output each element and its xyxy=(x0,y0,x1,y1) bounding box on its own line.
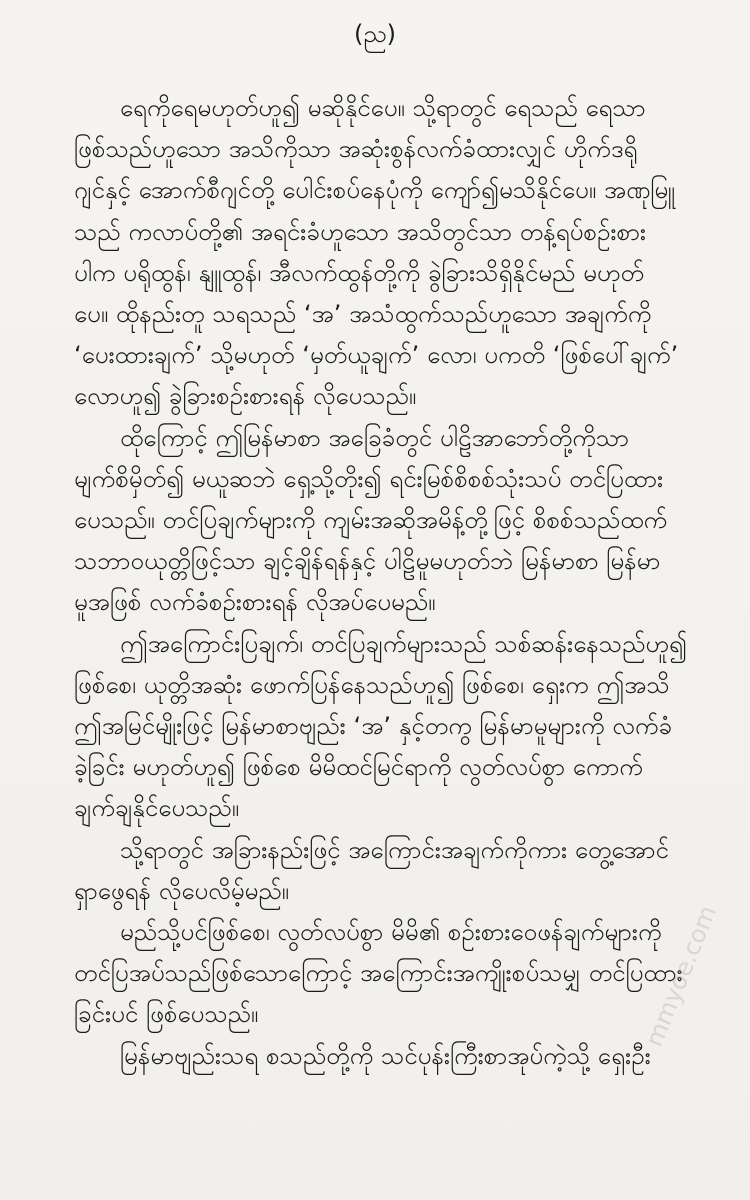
paragraph xyxy=(74,912,714,1036)
text-line: သဘာဝယုတ္တိဖြင့်သာ ချင့်ချိန်ရန်နှင့် ပါဠိမူမဟုတ်ဘဲ မြန်မာစာ မြန်မာ xyxy=(74,547,661,576)
watermark: mmyoe.com xyxy=(640,901,722,1051)
text-line: မျက်စိမှိတ်၍ မယူဆဘဲ ရှေ့သို့တိုး၍ ရင်းမြစ်စိစစ်သုံးသပ် တင်ပြထား xyxy=(74,464,664,493)
text-line: ဖြစ်စေ၊ ယုတ္တိအဆုံး ဖောက်ပြန်နေသည်ဟူ၍ ဖြစ်စေ၊ ရှေးက ဤအသိ xyxy=(74,670,670,699)
text-line: ပေ။ ထိုနည်းတူ သရသည် ‘အ’ အသံထွက်သည်ဟူသော အချက်ကို xyxy=(74,300,652,329)
text-line: ပါက ပရိုထွန်၊ နျူထွန်၊ အီလက်ထွန်တို့ကို ခွဲခြားသိရှိနိုင်မည် မဟုတ် xyxy=(74,258,644,287)
text-line: လောဟူ၍ ခွဲခြားစဉ်းစားရန် လိုပေသည်။ xyxy=(74,382,417,411)
text-line: သည် ကလာပ်တို့၏ အရင်းခံဟူသော အသိတွင်သာ တန့်ရပ်စဉ်းစား xyxy=(74,217,647,246)
text-line: ဖြစ်သည်ဟူသော အသိကိုသာ အဆုံးစွန်လက်ခံထားလျှင် ဟိုက်ဒရို xyxy=(74,135,638,164)
paragraph xyxy=(74,624,714,830)
text-line: ရှာဖွေရန် လိုပေလိမ့်မည်။ xyxy=(74,876,290,905)
paragraph xyxy=(74,418,714,624)
text-line: ပေသည်။ တင်ပြချက်များကို ကျမ်းအဆိုအမိန့်တို့ဖြင့် စိစစ်သည်ထက် xyxy=(74,506,668,535)
text-line: မြန်မာဗျည်းသရ စသည်တို့ကို သင်ပုန်းကြီးစာအုပ်ကဲ့သို့ ရှေးဦး xyxy=(120,1041,651,1070)
text-line: ဂျင်နှင့် အောက်စီဂျင်တို့ ပေါင်းစပ်နေပုံကို ကျော်၍မသိနိုင်ပေ။ အဏုမြူ xyxy=(74,176,676,205)
text-line: တင်ပြအပ်သည်ဖြစ်သောကြောင့် အကြောင်းအကျိုးစပ်သမျှ တင်ပြထား xyxy=(74,959,683,988)
text-line: ဤအမြင်မျိုးဖြင့် မြန်မာစာဗျည်း ‘အ’ နှင့်တကွ မြန်မာမူများကို လက်ခံ xyxy=(74,712,673,741)
paragraph xyxy=(74,830,714,912)
body-text xyxy=(74,88,714,1077)
text-line: ခဲ့ခြင်း မဟုတ်ဟူ၍ ဖြစ်စေ မိမိထင်မြင်ရာကို လွတ်လပ်စွာ ကောက် xyxy=(74,753,643,782)
text-line: ထိုကြောင့် ဤမြန်မာစာ အခြေခံတွင် ပါဠိအာဘော်တို့ကိုသာ xyxy=(120,423,629,452)
text-line: မူအဖြစ် လက်ခံစဉ်းစားရန် လိုအပ်ပေမည်။ xyxy=(74,588,436,617)
paragraph xyxy=(74,88,714,418)
text-line: ဤအကြောင်းပြချက်၊ တင်ပြချက်များသည် သစ်ဆန်းနေသည်ဟူ၍ xyxy=(120,629,688,658)
page-number: (ည) xyxy=(354,20,396,48)
text-line: မည်သို့ပင်ဖြစ်စေ၊ လွတ်လပ်စွာ မိမိ၏ စဉ်းစားဝေဖန်ချက်များကို xyxy=(120,918,662,947)
text-line: ခြင်းပင် ဖြစ်ပေသည်။ xyxy=(74,1000,259,1029)
text-line: သို့ရာတွင် အခြားနည်းဖြင့် အကြောင်းအချက်ကိုကား တွေ့အောင် xyxy=(120,835,669,864)
text-line: ချက်ချနိုင်ပေသည်။ xyxy=(74,794,240,823)
text-line: ရေကိုရေမဟုတ်ဟူ၍ မဆိုနိုင်ပေ။ သို့ရာတွင် ရေသည် ရေသာ xyxy=(120,94,646,122)
text-line: ‘ပေးထားချက်’ သို့မဟုတ် ‘မှတ်ယူချက်’ လော၊ ပကတိ ‘ဖြစ်ပေါ်ချက်’ xyxy=(74,341,679,370)
paragraph xyxy=(74,1036,714,1077)
